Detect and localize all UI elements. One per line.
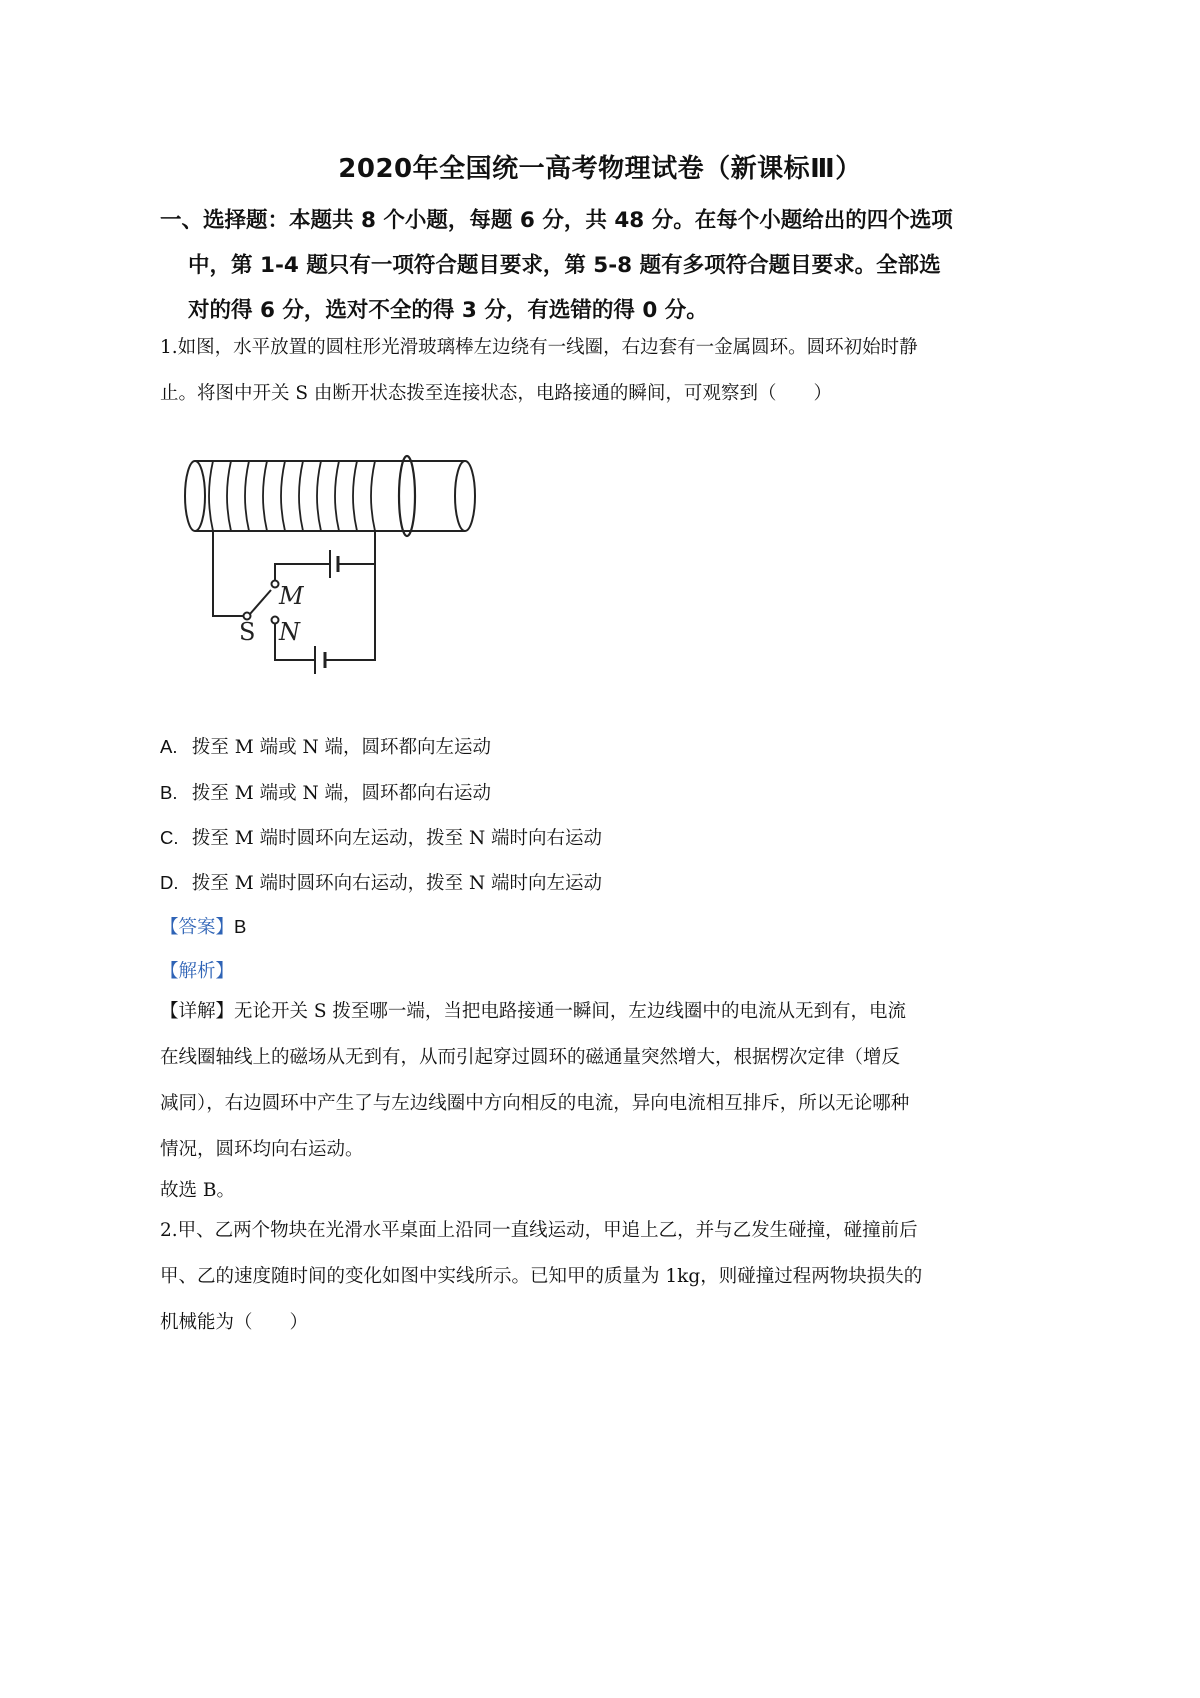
question-1-line-2: 止。将图中开关 S 由断开状态拨至连接状态，电路接通的瞬间，可观察到（ ） [160, 383, 832, 404]
coil-circuit-figure [175, 446, 495, 686]
question-1-line-1: 1.如图，水平放置的圆柱形光滑玻璃棒左边绕有一线圈，右边套有一金属圆环。圆环初始时静 [160, 337, 918, 358]
analysis-tag: 【解析】 [160, 961, 235, 982]
terminal-n [272, 617, 279, 624]
answer-value: B [234, 916, 247, 937]
question-2-line-2: 甲、乙的速度随时间的变化如图中实线所示。已知甲的质量为 1kg，则碰撞过程两物块损失的 [160, 1266, 923, 1287]
detail-line-2: 在线圈轴线上的磁场从无到有，从而引起穿过圆环的磁通量突然增大，根据楞次定律（增反 [160, 1047, 901, 1068]
terminal-m [272, 581, 279, 588]
detail-line-1: 【详解】无论开关 S 拨至哪一端，当把电路接通一瞬间，左边线圈中的电流从无到有，电流 [160, 1001, 906, 1022]
section-line-2: 中，第 1-4 题只有一项符合题目要求，第 5-8 题有多项符合题目要求。全部选 [188, 253, 941, 278]
option-a [160, 732, 491, 763]
coil-turns [209, 461, 375, 531]
option-b-key: B. [160, 782, 178, 803]
option-b-text: 拨至 M 端或 N 端，圆环都向右运动 [191, 783, 492, 804]
conclusion-line: 故选 B。 [160, 1180, 235, 1201]
battery-m-wire [275, 564, 375, 580]
question-2-line-3: 机械能为（ ） [160, 1312, 309, 1333]
answer-tag: 【答案】 [160, 917, 235, 938]
answer-line [160, 912, 246, 943]
glass-rod-body [195, 461, 465, 531]
option-d [160, 868, 602, 899]
detail-explanation [160, 989, 960, 1173]
label-n: N [279, 618, 300, 646]
glass-rod-right-end [455, 461, 475, 531]
question-2-stem [160, 1208, 960, 1346]
detail-line-3: 减同），右边圆环中产生了与左边线圈中方向相反的电流，异向电流相互排斥，所以无论哪种 [160, 1093, 910, 1114]
section-line-1: 一、选择题：本题共 8 个小题，每题 6 分，共 48 分。在每个小题给出的四个选项 [160, 208, 953, 233]
label-s: S [239, 618, 256, 646]
option-c-key: C. [160, 827, 179, 848]
option-c [160, 823, 602, 854]
label-m: M [279, 582, 304, 610]
section-heading [160, 198, 960, 333]
option-c-text: 拨至 M 端时圆环向左运动，拨至 N 端时向右运动 [191, 828, 603, 849]
right-lead-wire [325, 531, 375, 660]
section-line-3: 对的得 6 分，选对不全的得 3 分，有选错的得 0 分。 [188, 298, 708, 323]
left-lead-wire [213, 531, 243, 616]
detail-line-4: 情况，圆环均向右运动。 [160, 1139, 364, 1160]
metal-ring [399, 456, 415, 536]
option-b [160, 778, 491, 809]
exam-title: 2020年全国统一高考物理试卷（新课标Ⅲ） [338, 154, 862, 184]
question-1-stem [160, 325, 960, 417]
option-d-key: D. [160, 872, 179, 893]
option-d-text: 拨至 M 端时圆环向右运动，拨至 N 端时向左运动 [191, 873, 603, 894]
option-a-key: A. [160, 736, 178, 757]
option-a-text: 拨至 M 端或 N 端，圆环都向左运动 [191, 737, 492, 758]
switch-blade [250, 590, 271, 614]
glass-rod-left-end [185, 461, 205, 531]
question-2-line-1: 2.甲、乙两个物块在光滑水平桌面上沿同一直线运动，甲追上乙，并与乙发生碰撞，碰撞前后 [160, 1220, 918, 1241]
analysis-line [160, 957, 234, 987]
